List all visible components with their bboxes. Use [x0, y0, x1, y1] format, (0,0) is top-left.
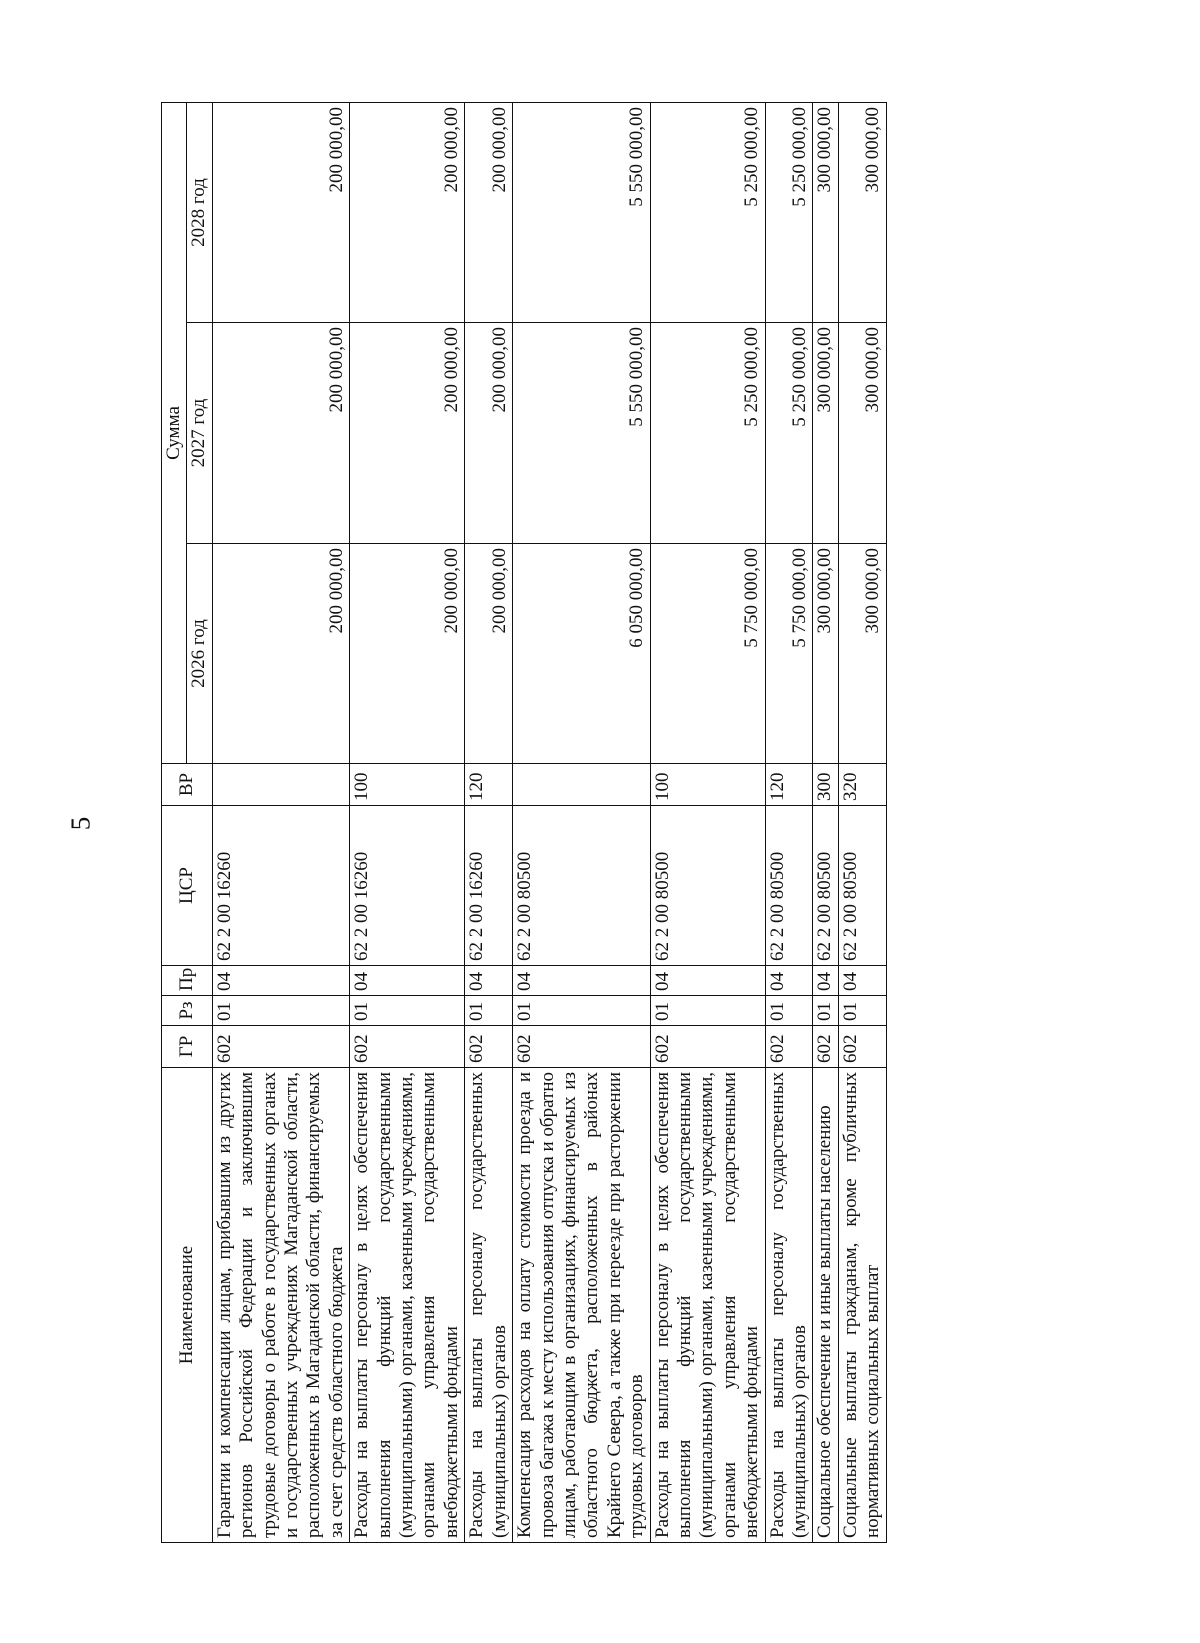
row-2028: 5 250 000,00 — [765, 103, 813, 323]
row-gr: 602 — [765, 1026, 813, 1068]
table-row — [212, 103, 349, 1543]
row-csr: 62 2 00 16260 — [465, 806, 513, 966]
row-gr: 602 — [350, 1026, 465, 1068]
landscape-table-container — [161, 103, 1021, 1543]
row-csr: 62 2 00 80500 — [513, 806, 650, 966]
header-2028: 2028 год — [187, 103, 212, 323]
header-row — [162, 103, 187, 1543]
row-2026: 300 000,00 — [813, 544, 838, 764]
header-rz: Рз — [162, 996, 213, 1026]
row-name: Социальное обеспечение и иные выплаты населению — [813, 1068, 838, 1543]
row-vr — [513, 764, 650, 806]
row-2028: 5 250 000,00 — [650, 103, 765, 323]
row-2026: 200 000,00 — [350, 544, 465, 764]
header-name: Наименование — [162, 1068, 213, 1543]
row-rz: 01 — [465, 996, 513, 1026]
row-vr: 120 — [765, 764, 813, 806]
table-row — [813, 103, 838, 1543]
row-gr: 602 — [838, 1026, 886, 1068]
row-gr: 602 — [212, 1026, 349, 1068]
row-csr: 62 2 00 16260 — [212, 806, 349, 966]
row-2027: 5 250 000,00 — [650, 323, 765, 544]
table-row — [838, 103, 886, 1543]
row-2028: 200 000,00 — [212, 103, 349, 323]
row-2026: 5 750 000,00 — [765, 544, 813, 764]
row-rz: 01 — [813, 996, 838, 1026]
row-name: Гарантии и компенсации лицам, прибывшим из других регионов Российской Федерации и заключившим трудовые договоры о работе в государственных органах и государственных учреждениях Магаданской области, расположенных в Магаданской области, финансируемых за счет средств областного бюджета — [212, 1068, 349, 1543]
table-row — [465, 103, 513, 1543]
row-vr: 320 — [838, 764, 886, 806]
row-2026: 200 000,00 — [212, 544, 349, 764]
row-2027: 300 000,00 — [838, 323, 886, 544]
row-2026: 6 050 000,00 — [513, 544, 650, 764]
row-2028: 5 550 000,00 — [513, 103, 650, 323]
row-pr: 04 — [650, 966, 765, 996]
rotated-table-frame — [161, 103, 1021, 1543]
table-row — [650, 103, 765, 1543]
row-name: Социальные выплаты гражданам, кроме публичных нормативных социальных выплат — [838, 1068, 886, 1543]
row-pr: 04 — [465, 966, 513, 996]
header-csr: ЦСР — [162, 806, 213, 966]
row-name: Расходы на выплаты персоналу государственных (муниципальных) органов — [765, 1068, 813, 1543]
header-gr: ГР — [162, 1026, 213, 1068]
row-2027: 200 000,00 — [350, 323, 465, 544]
budget-table — [161, 102, 887, 1543]
row-name: Расходы на выплаты персоналу государственных (муниципальных) органов — [465, 1068, 513, 1543]
row-pr: 04 — [513, 966, 650, 996]
row-vr: 100 — [650, 764, 765, 806]
row-name: Расходы на выплаты персоналу в целях обеспечения выполнения функций государственными (муниципальными) органами, казенными учреждениями, органами управления государственными внебюджетными фондами — [350, 1068, 465, 1543]
row-2026: 5 750 000,00 — [650, 544, 765, 764]
row-pr: 04 — [813, 966, 838, 996]
row-gr: 602 — [513, 1026, 650, 1068]
row-2027: 200 000,00 — [212, 323, 349, 544]
row-rz: 01 — [838, 996, 886, 1026]
row-gr: 602 — [650, 1026, 765, 1068]
header-2026: 2026 год — [187, 544, 212, 764]
row-2027: 200 000,00 — [465, 323, 513, 544]
header-vr: ВР — [162, 764, 213, 806]
row-name: Компенсация расходов на оплату стоимости проезда и провоза багажа к месту использования отпуска и обратно лицам, работающим в организациях, финансируемых из областного бюджета, расположенных в районах Крайнего Севера, а также при переезде при расторжении трудовых договоров — [513, 1068, 650, 1543]
row-csr: 62 2 00 80500 — [650, 806, 765, 966]
row-csr: 62 2 00 80500 — [765, 806, 813, 966]
row-gr: 602 — [813, 1026, 838, 1068]
row-pr: 04 — [212, 966, 349, 996]
row-2026: 200 000,00 — [465, 544, 513, 764]
table-row — [350, 103, 465, 1543]
row-rz: 01 — [513, 996, 650, 1026]
table-row — [765, 103, 813, 1543]
row-pr: 04 — [838, 966, 886, 996]
row-2027: 300 000,00 — [813, 323, 838, 544]
row-2027: 5 550 000,00 — [513, 323, 650, 544]
row-vr: 300 — [813, 764, 838, 806]
row-rz: 01 — [212, 996, 349, 1026]
row-pr: 04 — [765, 966, 813, 996]
row-rz: 01 — [650, 996, 765, 1026]
row-csr: 62 2 00 80500 — [813, 806, 838, 966]
row-rz: 01 — [765, 996, 813, 1026]
row-2027: 5 250 000,00 — [765, 323, 813, 544]
row-rz: 01 — [350, 996, 465, 1026]
row-pr: 04 — [350, 966, 465, 996]
header-2027: 2027 год — [187, 323, 212, 544]
row-2026: 300 000,00 — [838, 544, 886, 764]
header-sum: Сумма — [162, 103, 187, 764]
row-2028: 200 000,00 — [465, 103, 513, 323]
row-vr: 120 — [465, 764, 513, 806]
row-csr: 62 2 00 80500 — [838, 806, 886, 966]
row-vr: 100 — [350, 764, 465, 806]
header-pr: Пр — [162, 966, 213, 996]
row-2028: 200 000,00 — [350, 103, 465, 323]
table-row — [513, 103, 650, 1543]
row-2028: 300 000,00 — [838, 103, 886, 323]
row-name: Расходы на выплаты персоналу в целях обеспечения выполнения функций государственными (муниципальными) органами, казенными учреждениями, органами управления государственными внебюджетными фондами — [650, 1068, 765, 1543]
row-2028: 300 000,00 — [813, 103, 838, 323]
page-number: 5 — [65, 816, 96, 831]
row-csr: 62 2 00 16260 — [350, 806, 465, 966]
row-gr: 602 — [465, 1026, 513, 1068]
row-vr — [212, 764, 349, 806]
